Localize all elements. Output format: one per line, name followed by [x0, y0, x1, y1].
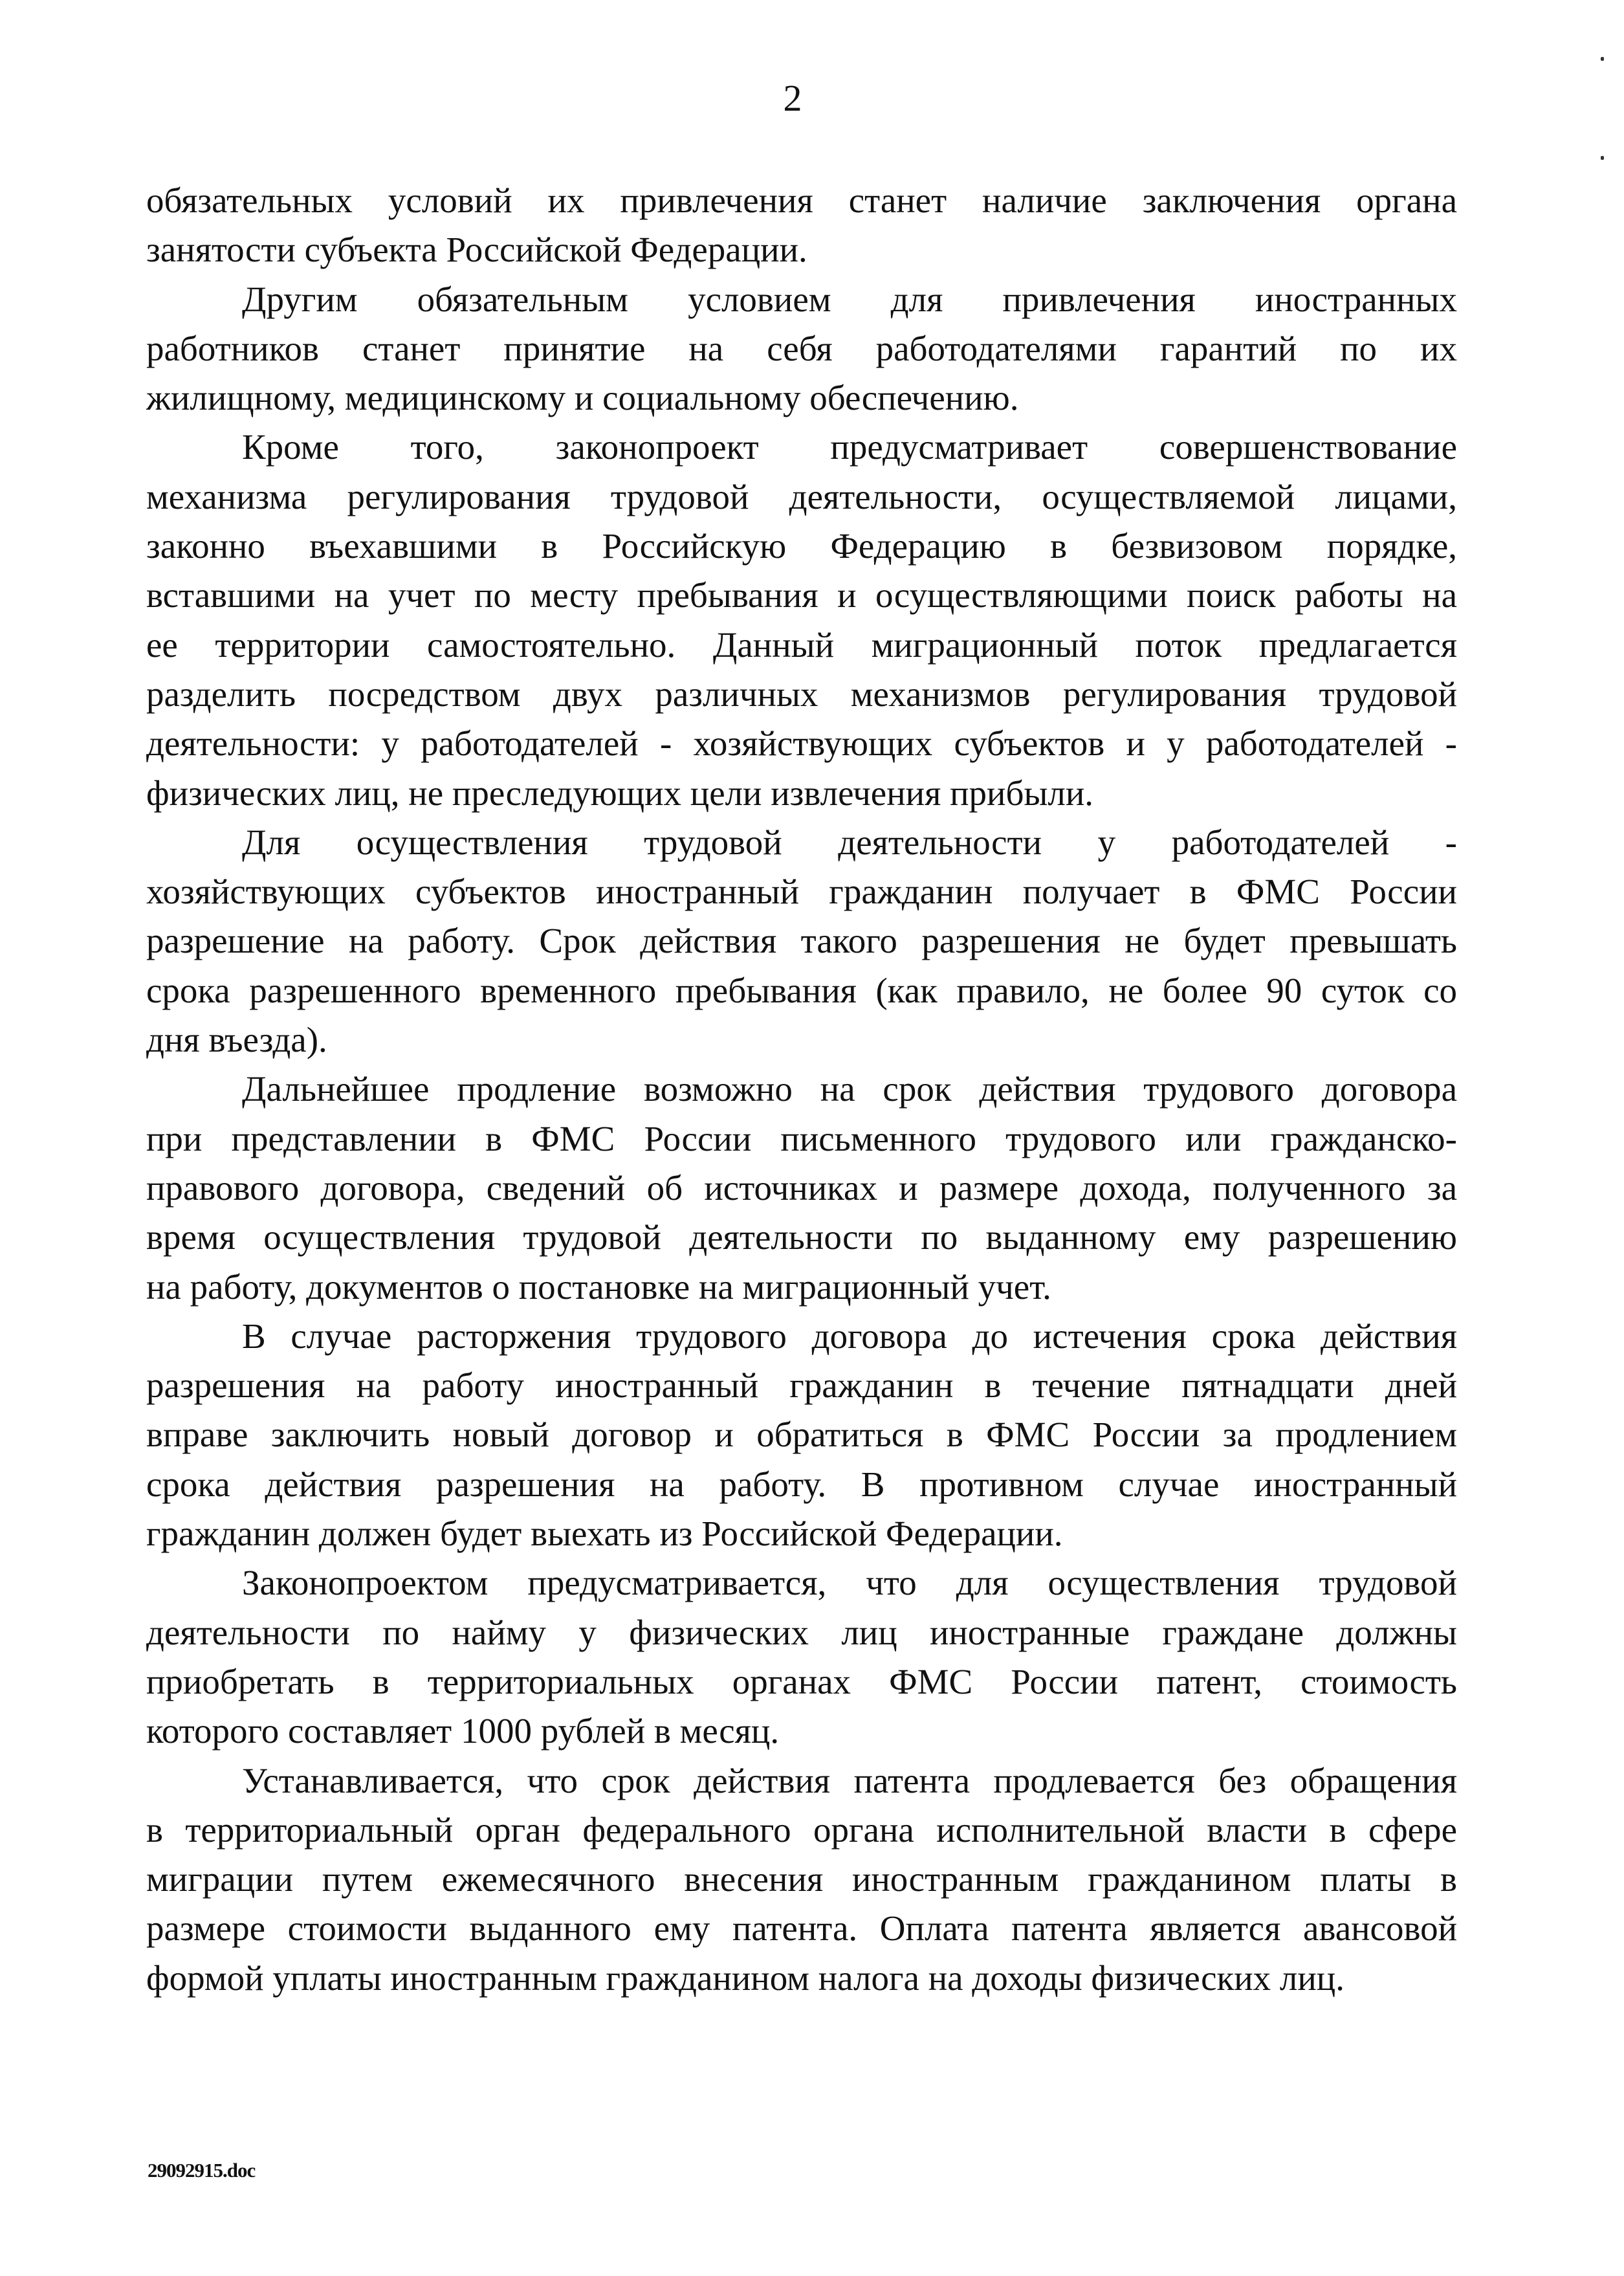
- text-line: деятельности: у работодателей - хозяйствующих субъектов и у работодателей -: [146, 724, 1457, 764]
- paragraph: [146, 1558, 1457, 1756]
- text-line: миграции путем ежемесячного внесения иностранным гражданином платы в: [146, 1859, 1457, 1899]
- text-line: которого составляет 1000 рублей в месяц.: [146, 1711, 780, 1751]
- page-number: 2: [783, 77, 802, 119]
- text-line: разрешения на работу иностранный гражданин в течение пятнадцати дней: [146, 1365, 1457, 1406]
- text-line: хозяйствующих субъектов иностранный гражданин получает в ФМС России: [146, 872, 1457, 912]
- text-line: разделить посредством двух различных механизмов регулирования трудовой: [146, 674, 1457, 714]
- text-line: Кроме того, законопроект предусматривает совершенствование: [242, 427, 1457, 467]
- text-line: в территориальный орган федерального органа исполнительной власти в сфере: [146, 1809, 1457, 1850]
- text-line: ее территории самостоятельно. Данный миграционный поток предлагается: [146, 624, 1457, 665]
- text-line: Дальнейшее продление возможно на срок действия трудового договора: [242, 1069, 1457, 1109]
- text-line: дня въезда).: [146, 1020, 327, 1060]
- text-line: гражданин должен будет выехать из Российской Федерации.: [146, 1514, 1063, 1554]
- text-line: жилищному, медицинскому и социальному обеспечению.: [146, 378, 1019, 418]
- text-line: обязательных условий их привлечения станет наличие заключения органа: [146, 181, 1457, 220]
- paragraph: [146, 423, 1457, 817]
- paragraph: [146, 275, 1457, 423]
- paragraph: [146, 1065, 1457, 1311]
- text-line: деятельности по найму у физических лиц иностранные граждане должны: [146, 1612, 1457, 1652]
- text-line: механизма регулирования трудовой деятельности, осуществляемой лицами,: [146, 476, 1457, 516]
- paragraph: [146, 176, 1457, 275]
- text-line: Для осуществления трудовой деятельности у работодателей -: [242, 822, 1457, 862]
- text-line: Устанавливается, что срок действия патента продлевается без обращения: [242, 1760, 1457, 1800]
- scan-speck: [1601, 156, 1604, 160]
- paragraph: [146, 818, 1457, 1065]
- text-line: приобретать в территориальных органах ФМС России патент, стоимость: [146, 1661, 1457, 1701]
- text-line: работников станет принятие на себя работодателями гарантий по их: [146, 328, 1457, 368]
- text-line: правового договора, сведений об источниках и размере дохода, полученного за: [146, 1167, 1457, 1208]
- document-body: [146, 176, 1457, 2003]
- text-line: время осуществления трудовой деятельности по выданному ему разрешению: [146, 1217, 1457, 1257]
- text-line: срока разрешенного временного пребывания (как правило, не более 90 суток со: [146, 970, 1457, 1010]
- text-line: при представлении в ФМС России письменного трудового или гражданско-: [146, 1118, 1457, 1158]
- text-line: срока действия разрешения на работу. В противном случае иностранный: [146, 1464, 1457, 1504]
- text-line: вставшими на учет по месту пребывания и осуществляющими поиск работы на: [146, 575, 1457, 615]
- text-line: физических лиц, не преследующих цели извлечения прибыли.: [146, 773, 1094, 813]
- text-line: занятости субъекта Российской Федерации.: [146, 230, 807, 270]
- paragraph: [146, 1312, 1457, 1558]
- text-line: Законопроектом предусматривается, что для осуществления трудовой: [242, 1563, 1457, 1603]
- text-line: формой уплаты иностранным гражданином налога на доходы физических лиц.: [146, 1958, 1344, 1998]
- text-line: законно въехавшими в Российскую Федерацию в безвизовом порядке,: [146, 526, 1457, 566]
- text-line: Другим обязательным условием для привлечения иностранных: [242, 279, 1457, 319]
- text-line: на работу, документов о постановке на миграционный учет.: [146, 1266, 1051, 1307]
- text-line: разрешение на работу. Срок действия такого разрешения не будет превышать: [146, 921, 1457, 961]
- footer-filename: 29092915.doc: [148, 2159, 256, 2182]
- scan-speck: [1601, 57, 1604, 61]
- paragraph: [146, 1756, 1457, 2003]
- text-line: вправе заключить новый договор и обратиться в ФМС России за продлением: [146, 1415, 1457, 1455]
- text-line: размере стоимости выданного ему патента. Оплата патента является авансовой: [146, 1908, 1457, 1949]
- text-line: В случае расторжения трудового договора до истечения срока действия: [242, 1316, 1457, 1356]
